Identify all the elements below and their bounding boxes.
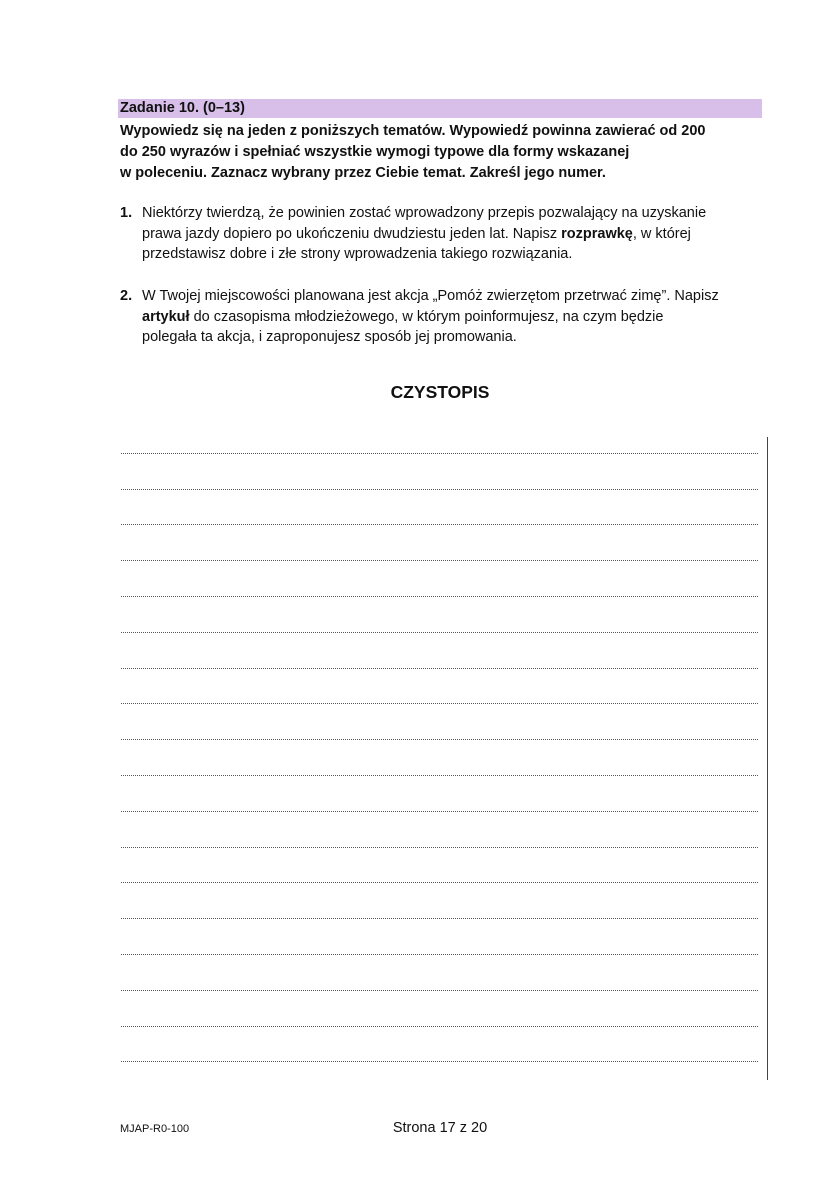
topic-2-line: polegała ta akcja, i zaproponujesz sposób jej promowania. [142, 329, 517, 345]
writing-line[interactable] [121, 492, 758, 528]
task-instruction [120, 121, 770, 184]
form-name-artykul: artykuł [142, 308, 190, 325]
task-header-bar [118, 99, 762, 118]
writing-line[interactable] [121, 814, 758, 850]
exam-code: MJAP-R0-100 [120, 1123, 190, 1135]
task-title: Zadanie 10. (0–13) [120, 100, 245, 116]
margin-line [767, 437, 768, 1080]
writing-line[interactable] [121, 671, 758, 707]
writing-line[interactable] [121, 993, 758, 1029]
writing-line[interactable] [121, 599, 758, 635]
writing-line[interactable] [121, 885, 758, 921]
topic-2-line: artykuł do czasopisma młodzieżowego, w którym poinformujesz, na czym będzie [142, 308, 664, 325]
writing-line[interactable] [121, 957, 758, 993]
topic-1-line: prawa jazdy dopiero po ukończeniu dwudziestu jeden lat. Napisz rozprawkę, w której [142, 225, 691, 242]
instruction-line: do 250 wyrazów i spełniać wszystkie wymogi typowe dla formy wskazanej [120, 144, 630, 160]
writing-line[interactable] [121, 850, 758, 886]
instruction-line: Wypowiedz się na jeden z poniższych tematów. Wypowiedź powinna zawierać od 200 [120, 123, 706, 139]
section-title: CZYSTOPIS [390, 382, 490, 402]
writing-line[interactable] [121, 742, 758, 778]
writing-line[interactable] [121, 563, 758, 599]
topic-2-number[interactable]: 2. [120, 288, 133, 304]
instruction-line: w poleceniu. Zaznacz wybrany przez Ciebie temat. Zakreśl jego numer. [120, 165, 606, 181]
topic-1-number[interactable]: 1. [120, 205, 133, 221]
form-name-rozprawka: rozprawkę [561, 225, 633, 242]
writing-line[interactable] [121, 1029, 758, 1065]
page-number: Strona 17 z 20 [392, 1120, 488, 1136]
topic-2[interactable] [120, 286, 770, 348]
writing-line[interactable] [121, 778, 758, 814]
topic-1-line: Niektórzy twierdzą, że powinien zostać wprowadzony przepis pozwalający na uzyskanie [142, 205, 707, 221]
writing-line[interactable] [121, 921, 758, 957]
writing-line[interactable] [121, 635, 758, 671]
writing-line[interactable] [121, 706, 758, 742]
writing-area[interactable] [121, 420, 758, 1064]
writing-line[interactable] [121, 456, 758, 492]
writing-line[interactable] [121, 420, 758, 456]
topic-1[interactable] [120, 203, 770, 265]
writing-line[interactable] [121, 527, 758, 563]
topic-1-line: przedstawisz dobre i złe strony wprowadzenia takiego rozwiązania. [142, 246, 573, 262]
topic-2-line: W Twojej miejscowości planowana jest akcja „Pomóż zwierzętom przetrwać zimę”. Napisz [142, 288, 719, 304]
